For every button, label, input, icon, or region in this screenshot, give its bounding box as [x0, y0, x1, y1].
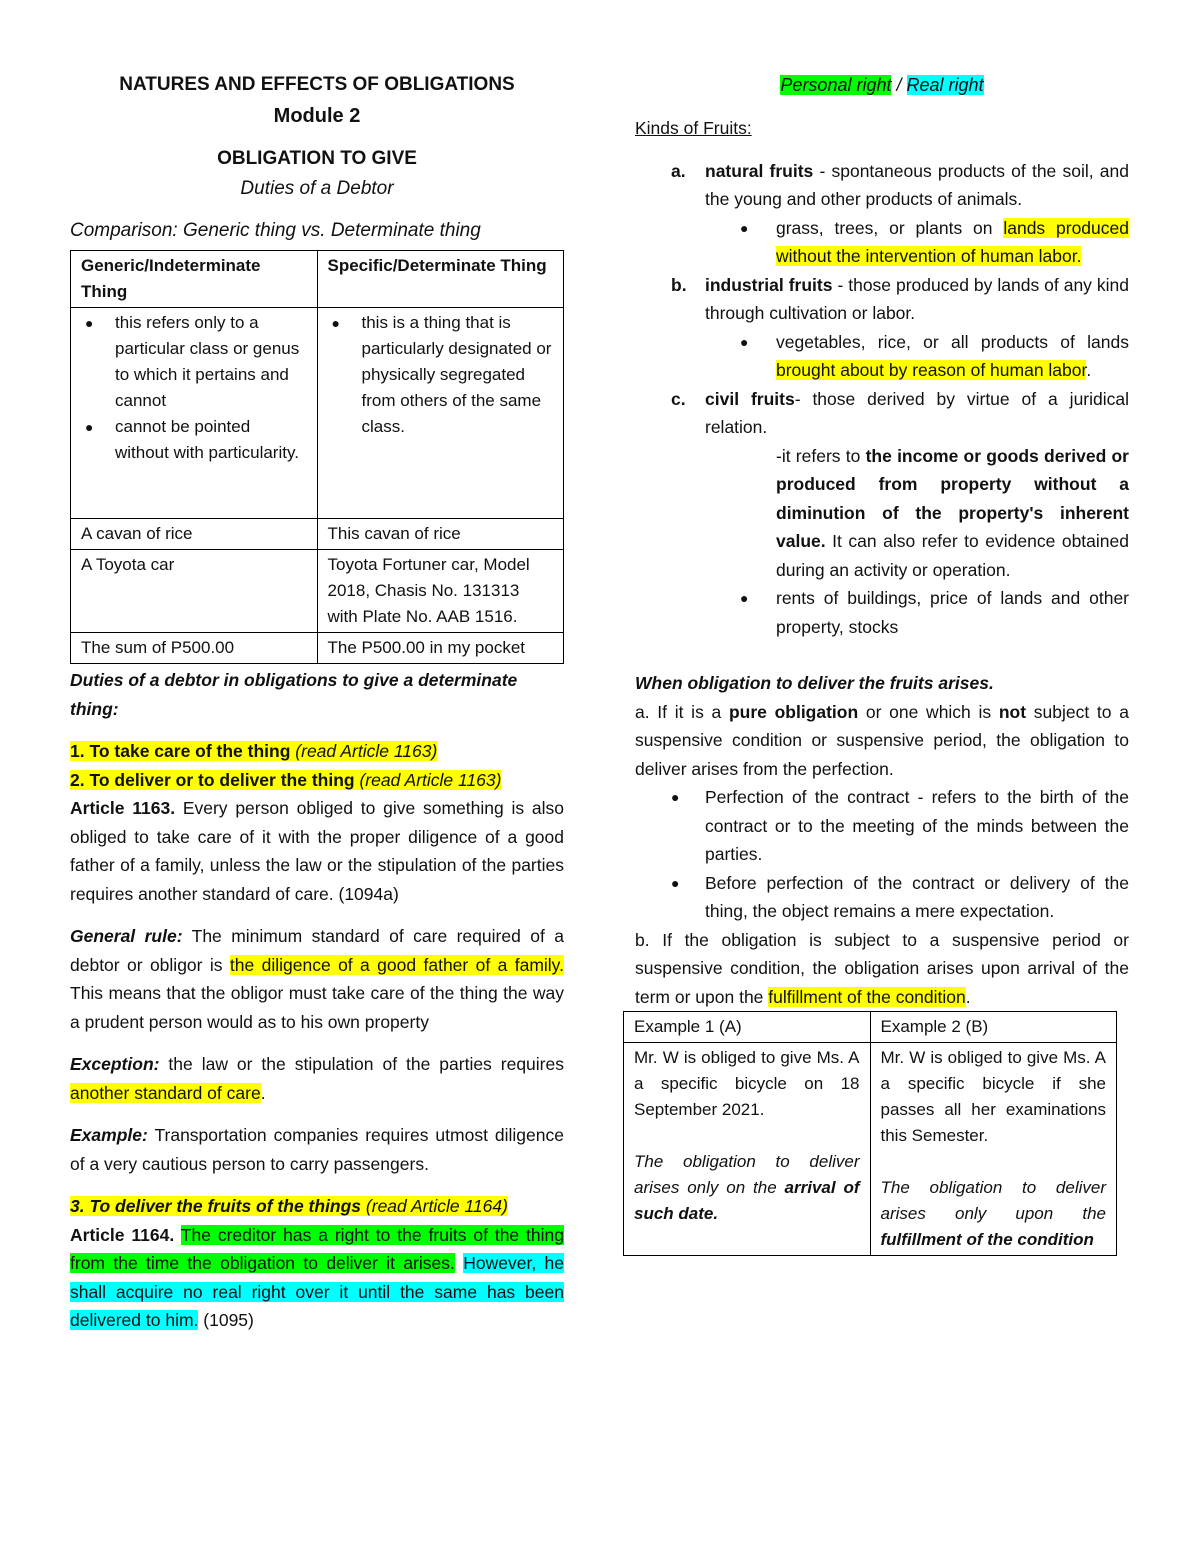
bullet-icon: ● [85, 419, 94, 435]
exception-end: . [260, 1082, 266, 1103]
list-item [85, 414, 307, 466]
industrial-text: - those produced by lands of any kind through cultivation or labor. [705, 274, 1129, 323]
general-rule-text: The minimum standard of care required of a debtor or obligor is [70, 926, 564, 975]
rights-legend [635, 70, 1129, 100]
suspensive-end: . [965, 986, 971, 1007]
example-2-note-pre: The obligation to deliver arises only upon the [880, 1178, 1106, 1223]
section-title: OBLIGATION TO GIVE [217, 148, 417, 169]
pure-obligation [635, 698, 1129, 784]
civil-fruits [635, 385, 1129, 442]
general-rule-text-2: This means that the obligor must take care of the thing the way a prudent person would as to his own property [70, 983, 564, 1032]
duty-1 [70, 737, 564, 766]
examples-table [623, 1011, 1117, 1256]
specific-cell: The P500.00 in my pocket [317, 633, 564, 664]
exception-highlight: another standard of care [70, 1082, 261, 1103]
bullet-icon: ● [740, 590, 749, 606]
article-1164-end: (1095) [203, 1310, 254, 1330]
bullet-icon: ● [671, 874, 680, 891]
article-1163 [70, 794, 564, 908]
perfection-bullet-1-text: Perfection of the contract - refers to the birth of the contract or to the meeting of the minds between the parties. [705, 787, 1129, 864]
pure-pre: a. If it is a [635, 701, 722, 722]
generic-definition-cell [71, 308, 318, 519]
duties-heading: Duties of a debtor in obligations to give a determinate thing: [70, 670, 518, 719]
module-label: Module 2 [273, 105, 361, 127]
personal-right-label: Personal right [780, 75, 892, 95]
natural-text: - spontaneous products of the soil, and the young and other products of animals. [705, 160, 1129, 209]
when-heading-text: When obligation to deliver the fruits arises. [635, 673, 994, 693]
bullet-icon: ● [740, 333, 749, 350]
example-text: Transportation companies requires utmost diligence of a very cautious person to carry passengers. [70, 1125, 564, 1174]
pure-post: subject to a suspensive condition or suspensive period, the obligation to deliver arises from the perfection. [635, 701, 1129, 779]
header-specific: Specific/Determinate Thing [317, 251, 564, 308]
real-right-label: Real right [906, 75, 984, 95]
specific-bullet-1: this is a thing that is particularly designated or physically segregated from others of the same class. [361, 313, 552, 436]
article-1163-label: Article 1163. [70, 798, 176, 818]
duty-2-ref: (read Article 1163) [359, 769, 502, 790]
civil-term: civil fruits [705, 388, 795, 409]
pure-mid: or one which is [865, 701, 992, 722]
civil-bullet-text: rents of buildings, price of lands and other property, stocks [776, 588, 1129, 637]
specific-cell: Toyota Fortuner car, Model 2018, Chasis No. 131313 with Plate No. AAB 1516. [317, 550, 564, 633]
example-2-note-bold: fulfillment of the condition [880, 1230, 1094, 1249]
table-header-row [71, 251, 564, 308]
bullet-icon: ● [740, 219, 749, 236]
industrial-bullet-text: vegetables, rice, or all products of lands [776, 331, 1129, 352]
exception-text: the law or the stipulation of the parties requires [168, 1054, 564, 1074]
examples-header-row [624, 1012, 1117, 1043]
industrial-label: b. [671, 274, 687, 295]
comparison-title: Comparison: Generic thing vs. Determinate thing [70, 220, 481, 241]
generic-cell: A cavan of rice [71, 519, 318, 550]
civil-sub-bold: the income or goods derived or produced from property without a diminution of the property's inherent value. [776, 445, 1129, 551]
industrial-bullet-end: . [1086, 360, 1092, 380]
example-2-text: Mr. W is obliged to give Ms. A a specific bicycle if she passes all her examinations this Semester. [880, 1048, 1106, 1145]
industrial-bullet [635, 328, 1129, 385]
article-1164-cyan: However, he shall acquire no real right over it until the same has been delivered to him. [70, 1253, 564, 1330]
general-rule-highlight: the diligence of a good father of a family. [229, 954, 564, 975]
header-generic: Generic/Indeterminate Thing [71, 251, 318, 308]
article-1164-green: The creditor has a right to the fruits of the thing from the time the obligation to deliver it arises. [70, 1224, 565, 1273]
exception-label: Exception: [70, 1054, 160, 1074]
left-column [70, 70, 564, 1335]
civil-text: - those derived by virtue of a juridical relation. [705, 388, 1130, 437]
general-rule-label: General rule: [70, 926, 183, 946]
suspensive-obligation [635, 926, 1129, 1012]
example-label: Example: [70, 1125, 148, 1145]
duty-3 [70, 1192, 564, 1221]
article-1163-text: Every person obliged to give something is also obliged to take care of it with the proper diligence of a good father of a family, unless the law or the stipulation of the parties requires another standard of care. (1094a) [70, 798, 564, 904]
separator: / [896, 75, 902, 95]
natural-term: natural fruits [705, 160, 814, 181]
article-1164-label: Article 1164. [70, 1224, 175, 1245]
perfection-bullet-2-text: Before perfection of the contract or delivery of the thing, the object remains a mere expectation. [705, 872, 1129, 921]
example-1-header: Example 1 (A) [624, 1012, 871, 1043]
generic-bullet-2: cannot be pointed without with particularity. [115, 417, 299, 462]
generic-bullet-1: this refers only to a particular class or genus to which it pertains and cannot [115, 313, 300, 410]
example-1-cell [624, 1043, 871, 1256]
examples-body-row [624, 1043, 1117, 1256]
specific-cell: This cavan of rice [317, 519, 564, 550]
civil-sub-post: It can also refer to evidence obtained during an activity or operation. [776, 531, 1129, 580]
example-2-header: Example 2 (B) [870, 1012, 1117, 1043]
civil-bullet [635, 584, 1129, 641]
bullet-icon: ● [671, 789, 680, 805]
table-row [71, 519, 564, 550]
civil-description [635, 442, 1129, 585]
duty-1-title: 1. To take care of the thing [70, 741, 291, 761]
perfection-bullet-2 [635, 869, 1129, 926]
example-1-note [634, 1149, 860, 1227]
natural-bullet-text: grass, trees, or plants on [776, 217, 993, 238]
example-1-note-pre: The obligation to deliver arises only on the [634, 1152, 860, 1197]
natural-bullet-highlight: lands produced without the intervention of human labor. [776, 217, 1129, 266]
example-2-cell [870, 1043, 1117, 1256]
pure-bold-1: pure obligation [728, 701, 859, 722]
duty-2 [70, 766, 564, 795]
generic-cell: The sum of P500.00 [71, 633, 318, 664]
duty-3-title: 3. To deliver the fruits of the things [70, 1196, 362, 1216]
specific-definition-cell [317, 308, 564, 519]
example-1-note-bold: arrival of such date. [634, 1178, 860, 1223]
table-row-definitions [71, 308, 564, 519]
generic-cell: A Toyota car [71, 550, 318, 633]
suspensive-text: b. If the obligation is subject to a suspensive period or suspensive condition, the obligation arises upon arrival of the term or upon the [635, 929, 1129, 1007]
example-2-note [881, 1175, 1107, 1253]
suspensive-highlight: fulfillment of the condition [768, 986, 966, 1007]
section-subtitle: Duties of a Debtor [240, 178, 394, 199]
exception [70, 1050, 564, 1107]
doc-title: NATURES AND EFFECTS OF OBLIGATIONS [119, 74, 515, 95]
example-1-text: Mr. W is obliged to give Ms. A a specific bicycle on 18 September 2021. [634, 1048, 860, 1119]
when-heading [635, 669, 1129, 698]
list-item [85, 310, 307, 414]
right-column [635, 70, 1129, 1256]
duty-1-ref: (read Article 1163) [295, 741, 438, 761]
perfection-bullet-1 [635, 783, 1129, 869]
natural-fruits [635, 157, 1129, 214]
industrial-term: industrial fruits [705, 274, 833, 295]
civil-label: c. [671, 388, 686, 409]
duty-3-ref: (read Article 1164) [365, 1196, 508, 1216]
pure-bold-2: not [998, 701, 1027, 722]
duty-2-title: 2. To deliver or to deliver the thing [70, 769, 355, 790]
bullet-icon: ● [331, 315, 340, 331]
article-1164 [70, 1221, 564, 1335]
table-row [71, 550, 564, 633]
natural-bullet [635, 214, 1129, 271]
civil-sub-pre: -it refers to [776, 445, 861, 466]
natural-label: a. [671, 160, 686, 181]
industrial-fruits [635, 271, 1129, 328]
general-rule [70, 922, 564, 1036]
kinds-heading: Kinds of Fruits: [635, 118, 752, 138]
industrial-bullet-highlight: brought about by reason of human labor [776, 360, 1087, 380]
comparison-table [70, 250, 564, 664]
example [70, 1121, 564, 1178]
list-item [331, 310, 554, 440]
bullet-icon: ● [85, 315, 94, 331]
table-row [71, 633, 564, 664]
